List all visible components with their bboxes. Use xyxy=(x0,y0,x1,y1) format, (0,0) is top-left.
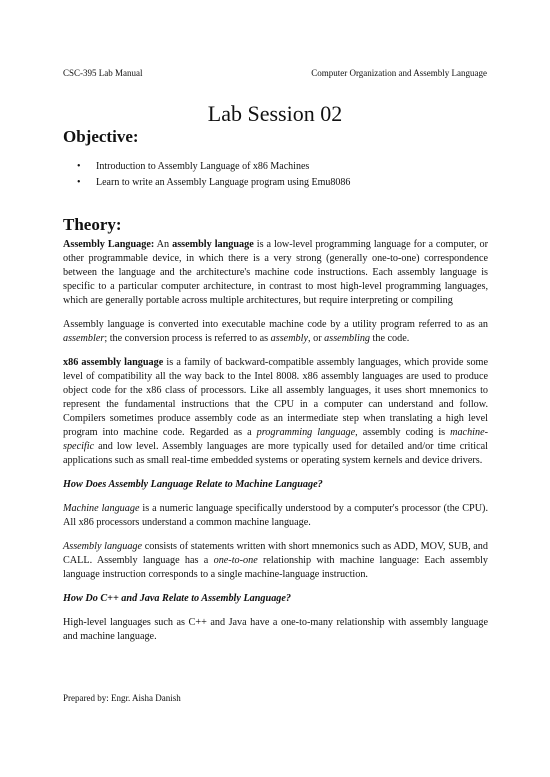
text-run: , or xyxy=(308,333,325,344)
theory-body xyxy=(63,238,488,644)
text-run: , assembly coding is xyxy=(355,427,451,438)
objective-item: • Learn to write an Assembly Language program using Emu8086 xyxy=(77,175,350,191)
text-run: Assembly language is converted into executable machine code by a utility program referred to as an xyxy=(63,319,488,330)
italic-term: one-to-one xyxy=(213,555,258,566)
paragraph xyxy=(63,318,488,346)
text-run: ; the conversion process is referred to as xyxy=(104,333,271,344)
footer-author: Prepared by: Engr. Aisha Danish xyxy=(63,693,181,703)
header-course: CSC-395 Lab Manual xyxy=(63,68,143,78)
running-header xyxy=(63,68,487,78)
text-run: the code. xyxy=(370,333,410,344)
objective-list xyxy=(77,159,350,191)
italic-term: assembler xyxy=(63,333,105,344)
subheading: How Do C++ and Java Relate to Assembly Language? xyxy=(63,593,291,604)
header-subject: Computer Organization and Assembly Language xyxy=(311,68,487,78)
text-run: is a family of backward-compatible assembly languages, which provide some level of compatibility all the way back to the Intel 8008. x86 assembly languages are used to produce object code for the x86 class of processors. Like all assembly languages, it uses short mnemonics to represent the fundamental instructions that the CPU in a computer can understand and follow. Compilers sometimes produce assembly code as an intermediate step when translating a high level program into machine code. Regarded as a xyxy=(63,357,488,438)
text-run: relationship with machine language: Each assembly language instruction corresponds to a single machine-language instruction. xyxy=(63,555,488,580)
italic-term: machine-specific xyxy=(63,427,489,452)
objective-item: • Introduction to Assembly Language of x86 Machines xyxy=(77,159,350,175)
lead-term: Assembly Language: xyxy=(63,239,155,250)
text-run: and low level. Assembly languages are more typically used for detailed and/or time critical applications such as small real-time embedded systems or operating system kernels and device drivers. xyxy=(63,441,488,466)
paragraph xyxy=(63,540,488,582)
theory-heading: Theory: xyxy=(63,215,122,234)
bold-term: x86 assembly language xyxy=(63,357,164,368)
text-run: is a low-level programming language for a computer, or other programmable device, in which there is a very strong (generally one-to-one) correspondence between the language and the architecture's machine code instructions. Each assembly language is specific to a particular computer architecture, in contrast to most high-level programming languages, which are generally portable across multiple architectures, but require interpreting or compiling xyxy=(63,239,488,306)
italic-term: Machine language xyxy=(63,503,140,514)
page-title: Lab Session 02 xyxy=(207,101,343,126)
bold-term: assembly language xyxy=(172,239,254,250)
paragraph xyxy=(63,238,488,308)
italic-term: Assembly language xyxy=(63,541,143,552)
italic-term: assembling xyxy=(324,333,370,344)
text-run: consists of statements written with short mnemonics such as ADD, MOV, SUB, and CALL. Assembly language has a xyxy=(63,541,488,566)
subheading: How Does Assembly Language Relate to Machine Language? xyxy=(63,479,323,490)
objective-heading: Objective: xyxy=(63,127,139,146)
italic-term: programming language xyxy=(256,427,356,438)
text-run: is a numeric language specifically understood by a computer's processor (the CPU). All x86 processors understand a common machine language. xyxy=(63,503,488,528)
italic-term: assembly xyxy=(270,333,309,344)
paragraph xyxy=(63,356,488,468)
paragraph xyxy=(63,502,488,530)
paragraph: High-level languages such as C++ and Java have a one-to-many relationship with assembly language and machine language. xyxy=(63,617,488,642)
text-run: An xyxy=(154,239,173,250)
